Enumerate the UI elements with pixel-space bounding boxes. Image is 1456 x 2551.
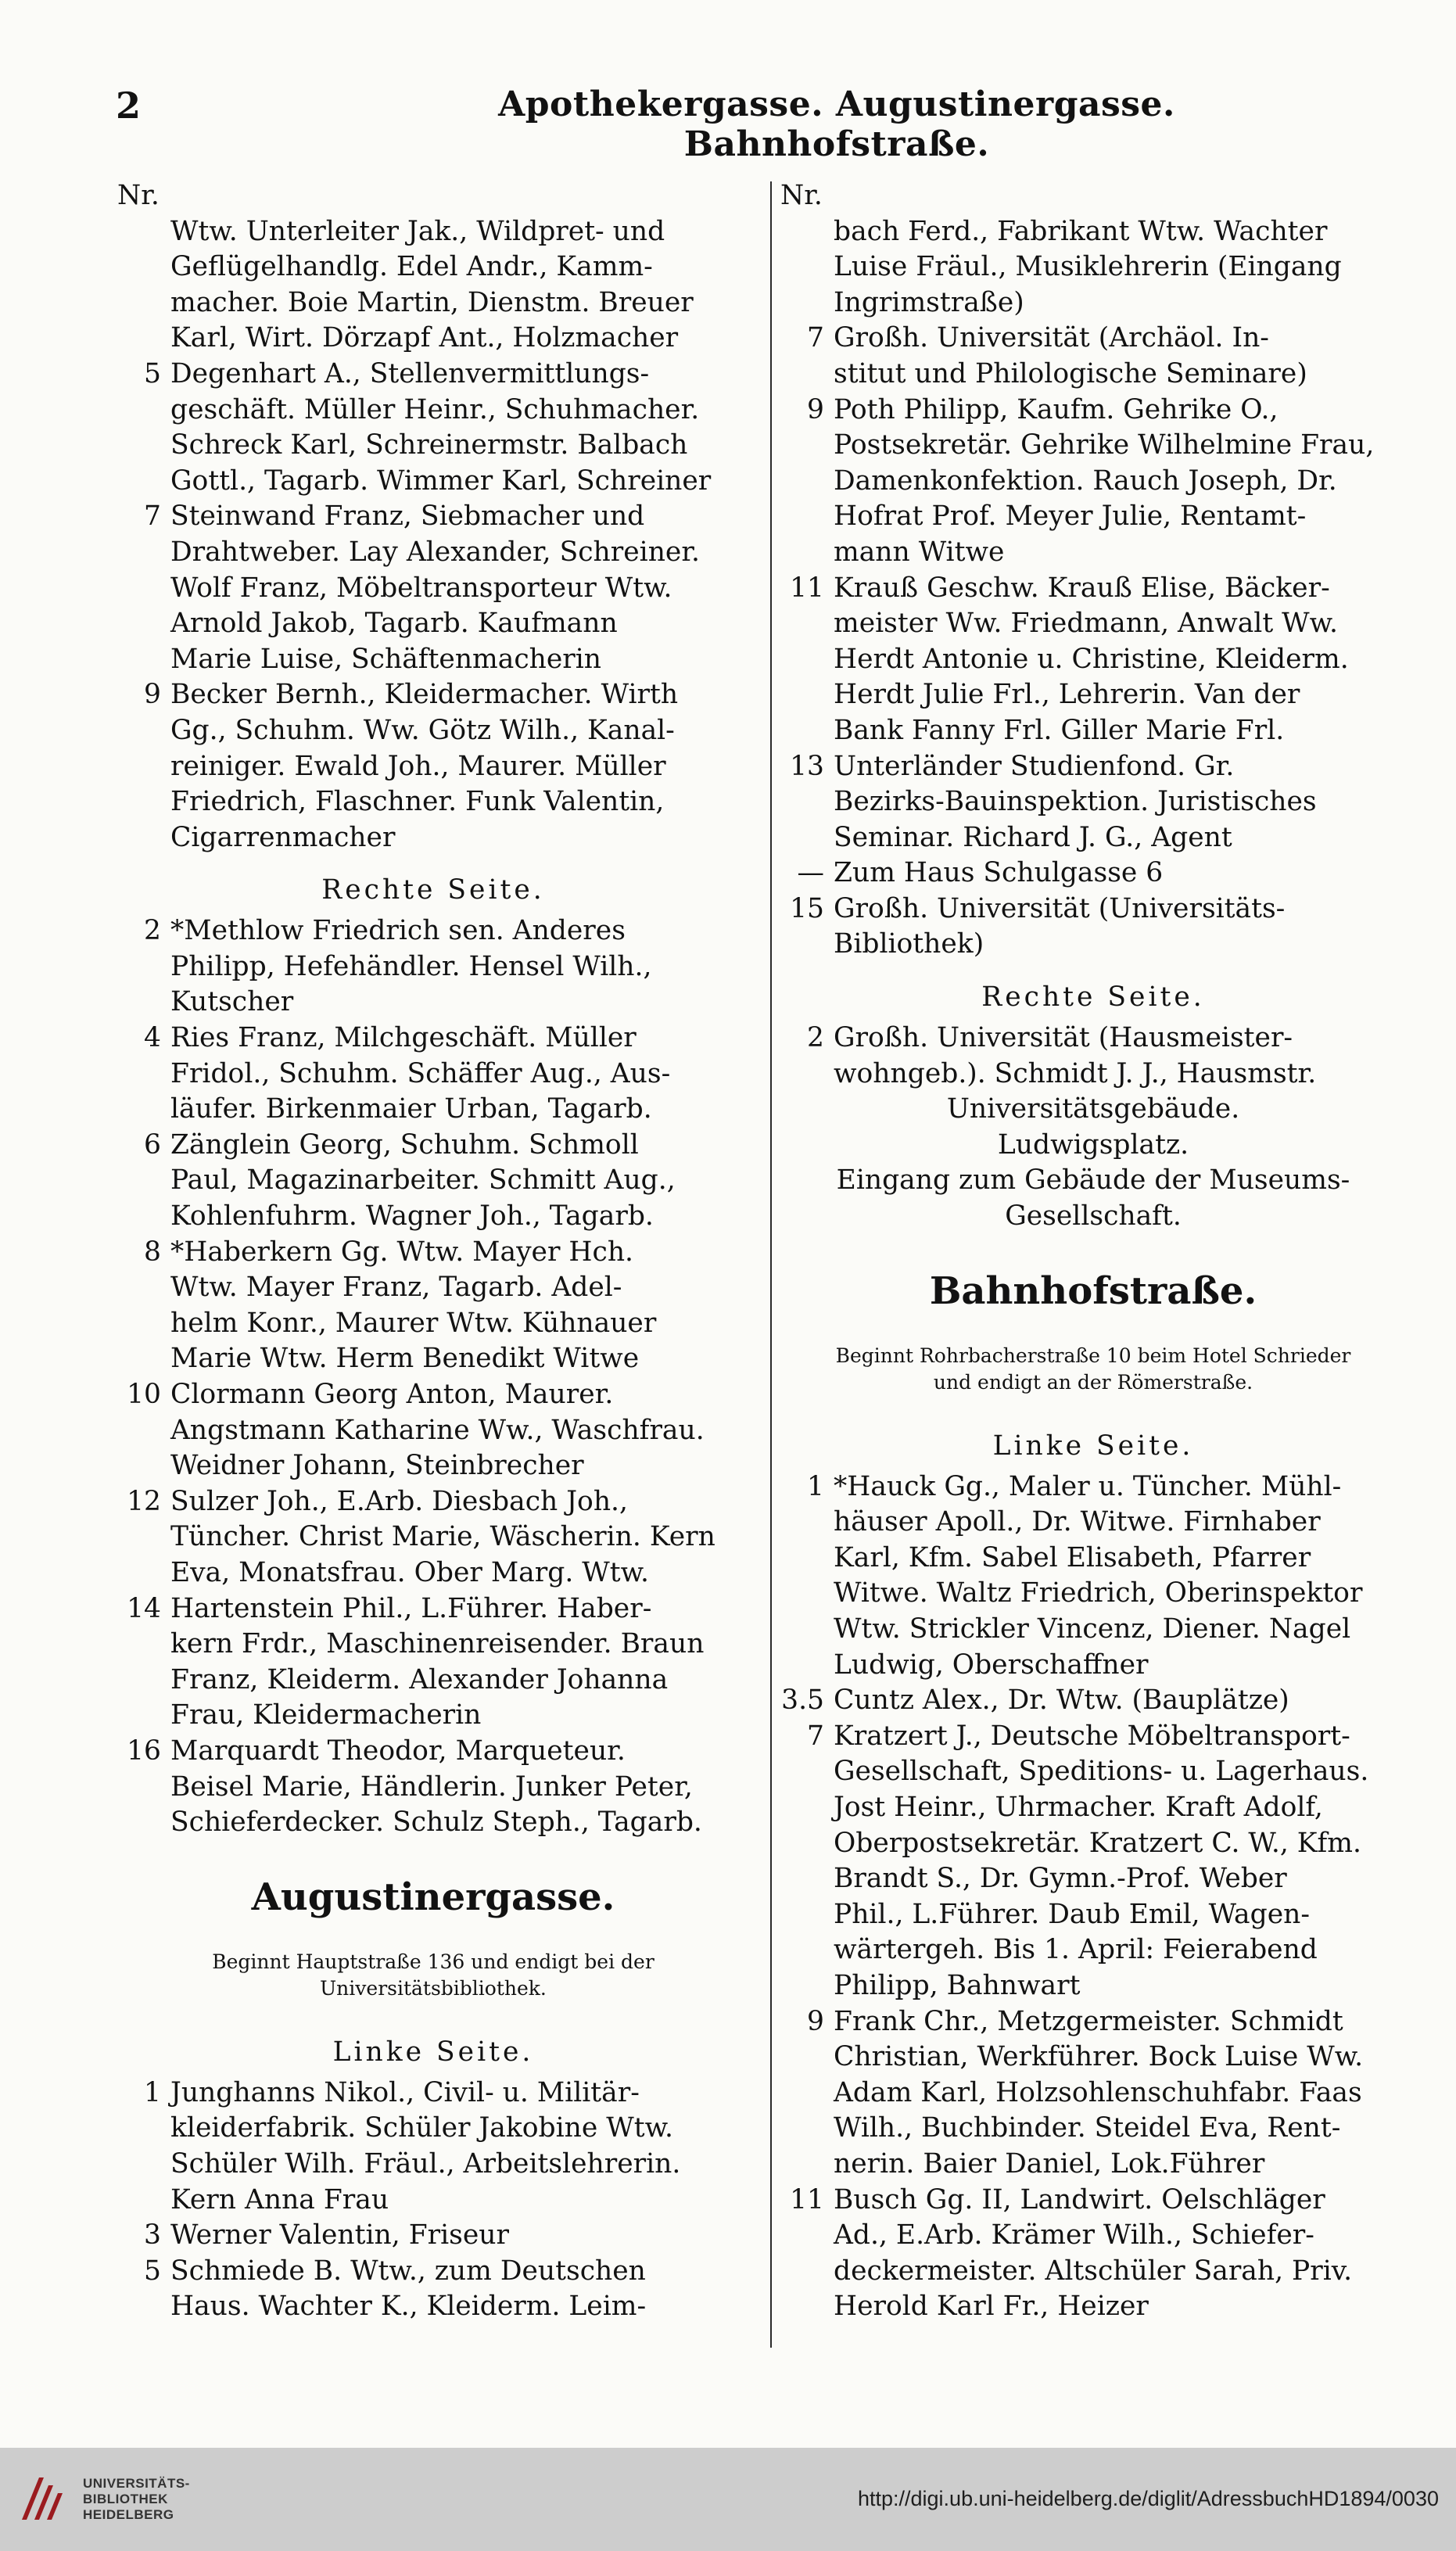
house-entry	[780, 393, 1406, 429]
house-entry	[117, 1591, 749, 1627]
library-name-line: UNIVERSITÄTS-	[83, 2476, 190, 2491]
entry-continuation: Bank Fanny Frl. Giller Marie Frl.	[834, 714, 1285, 746]
house-entry	[780, 2183, 1406, 2219]
entry-continuation: Tüncher. Christ Marie, Wäscherin. Kern	[170, 1521, 715, 1553]
entry-text: Großh. Universität (Hausmeister-	[834, 1022, 1293, 1054]
entry-text: Frank Chr., Metzgermeister. Schmidt	[834, 2005, 1343, 2037]
house-entry	[117, 1128, 749, 1164]
house-number: 14	[127, 1592, 161, 1624]
centered-note: Gesellschaft.	[1005, 1200, 1182, 1232]
entry-continuation: macher. Boie Martin, Dienstm. Breuer	[170, 286, 694, 318]
entry-continuation: Karl, Kfm. Sabel Elisabeth, Pfarrer	[834, 1541, 1311, 1573]
footer-bar	[0, 2448, 1456, 2551]
house-entry	[780, 1469, 1406, 1505]
entry-continuation: Frau, Kleidermacherin	[170, 1699, 482, 1731]
entry-continuation: Eva, Monatsfrau. Ober Marg. Wtw.	[170, 1556, 649, 1588]
house-entry	[117, 2254, 749, 2290]
entry-text: Hartenstein Phil., L.Führer. Haber-	[170, 1592, 652, 1624]
house-number: 10	[127, 1379, 161, 1410]
entry-continuation: Gg., Schuhm. Ww. Götz Wilh., Kanal-	[170, 714, 675, 746]
house-number: 5	[144, 357, 161, 389]
house-number: 7	[807, 322, 824, 354]
ub-heidelberg-logo-icon[interactable]	[16, 2471, 70, 2526]
entry-continuation: Ad., E.Arb. Krämer Wilh., Schiefer-	[834, 2219, 1314, 2251]
source-url-link[interactable]: http://digi.ub.uni-heidelberg.de/diglit/AdressbuchHD1894/0030	[857, 2487, 1439, 2510]
entry-continuation: Angstmann Katharine Ww., Waschfrau.	[170, 1414, 705, 1446]
house-number: 1	[807, 1470, 824, 1502]
house-number: 2	[144, 915, 161, 947]
entry-continuation: reiniger. Ewald Joh., Maurer. Müller	[170, 750, 666, 782]
entry-continuation: Drahtweber. Lay Alexander, Schreiner.	[170, 536, 700, 568]
house-entry	[117, 499, 749, 535]
house-number: 8	[144, 1236, 161, 1268]
house-entry	[780, 1719, 1406, 1755]
entry-text: Krauß Geschw. Krauß Elise, Bäcker-	[834, 572, 1330, 604]
entry-continuation: Schieferdecker. Schulz Steph., Tagarb.	[170, 1807, 702, 1839]
entry-continuation: Oberpostsekretär. Kratzert C. W., Kfm.	[834, 1827, 1361, 1859]
left-column	[117, 178, 749, 2325]
entry-continuation: Jost Heinr., Uhrmacher. Kraft Adolf,	[834, 1791, 1323, 1823]
entry-continuation: Arnold Jakob, Tagarb. Kaufmann	[170, 608, 618, 640]
house-number: 15	[790, 892, 824, 924]
entry-text: Clormann Georg Anton, Maurer.	[170, 1379, 614, 1410]
entry-text: Busch Gg. II, Landwirt. Oelschläger	[834, 2183, 1325, 2216]
house-number: 6	[144, 1128, 161, 1161]
entry-continuation: Kohlenfuhrm. Wagner Joh., Tagarb.	[170, 1200, 654, 1232]
house-entry	[117, 1377, 749, 1413]
page-number: 2	[116, 84, 142, 127]
house-entry	[117, 913, 749, 949]
entry-continuation: Haus. Wachter K., Kleiderm. Leim-	[170, 2291, 647, 2323]
entry-continuation: Wilh., Buchbinder. Steidel Eva, Rent-	[834, 2112, 1341, 2144]
entry-text: Zum Haus Schulgasse 6	[834, 857, 1164, 889]
entry-text: Unterländer Studienfond. Gr.	[834, 750, 1235, 782]
side-heading: Linke Seite.	[332, 2036, 534, 2068]
entry-continuation: Herdt Julie Frl., Lehrerin. Van der	[834, 679, 1300, 711]
house-number: 4	[144, 1022, 161, 1054]
house-entry	[780, 1683, 1406, 1719]
house-entry	[117, 1021, 749, 1057]
entry-continuation: mann Witwe	[834, 536, 1005, 568]
house-number: 1	[144, 2076, 161, 2108]
entry-text: Kratzert J., Deutsche Möbeltransport-	[834, 1720, 1350, 1752]
entry-continuation: bach Ferd., Fabrikant Wtw. Wachter	[834, 215, 1328, 247]
entry-continuation: Kern Anna Frau	[170, 2183, 389, 2216]
entry-continuation: Gesellschaft, Speditions- u. Lagerhaus.	[834, 1756, 1369, 1788]
entry-continuation: helm Konr., Maurer Wtw. Kühnauer	[170, 1307, 657, 1339]
entry-continuation: nerin. Baier Daniel, Lok.Führer	[834, 2147, 1265, 2180]
house-entry	[117, 1235, 749, 1271]
entry-text: Junghanns Nikol., Civil- u. Militär-	[170, 2076, 640, 2108]
spacer	[780, 1396, 1406, 1412]
column-divider	[770, 181, 772, 2348]
centered-note: Universitätsgebäude.	[946, 1093, 1240, 1125]
entry-continuation: häuser Apoll., Dr. Witwe. Firnhaber	[834, 1506, 1321, 1538]
house-entry	[117, 2218, 749, 2254]
entry-continuation: Ingrimstraße)	[834, 286, 1024, 318]
house-number: 12	[127, 1485, 161, 1517]
entry-continuation: Marie Wtw. Herm Benedikt Witwe	[170, 1343, 640, 1375]
house-entry	[780, 1021, 1406, 1057]
entry-continuation: Adam Karl, Holzsohlenschuhfabr. Faas	[834, 2076, 1362, 2108]
entry-continuation: wohngeb.). Schmidt J. J., Hausmstr.	[834, 1057, 1317, 1089]
street-description: Beginnt Hauptstraße 136 und endigt bei der	[212, 1950, 654, 1973]
right-column	[780, 178, 1406, 2325]
spacer	[117, 2002, 749, 2018]
entry-continuation: Cigarrenmacher	[170, 821, 396, 853]
entry-continuation: Christian, Werkführer. Bock Luise Ww.	[834, 2041, 1364, 2073]
house-entry	[780, 571, 1406, 607]
house-number: 9	[807, 393, 824, 425]
entry-text: Ries Franz, Milchgeschäft. Müller	[170, 1022, 637, 1054]
house-number: 2	[807, 1022, 824, 1054]
column-nr-label: Nr.	[117, 180, 160, 211]
entry-text: Steinwand Franz, Siebmacher und	[170, 501, 645, 533]
entry-continuation: Schüler Wilh. Fräul., Arbeitslehrerin.	[170, 2147, 681, 2180]
entry-continuation: Postsekretär. Gehrike Wilhelmine Frau,	[834, 429, 1375, 461]
entry-continuation: Brandt S., Dr. Gymn.-Prof. Weber	[834, 1863, 1287, 1895]
house-number: 11	[790, 2183, 824, 2216]
entry-continuation: Witwe. Waltz Friedrich, Oberinspektor	[834, 1577, 1363, 1609]
house-number: 9	[807, 2005, 824, 2037]
street-description: Universitätsbibliothek.	[320, 1976, 547, 2000]
house-entry	[780, 892, 1406, 927]
entry-continuation: stitut und Philologische Seminare)	[834, 357, 1307, 389]
house-number: 13	[790, 750, 824, 782]
house-entry	[780, 321, 1406, 357]
entry-continuation: meister Ww. Friedmann, Anwalt Ww.	[834, 608, 1339, 640]
library-name	[83, 2476, 190, 2523]
entry-continuation: Franz, Kleiderm. Alexander Johanna	[170, 1663, 669, 1695]
street-heading: Bahnhofstraße.	[929, 1268, 1257, 1313]
centered-note: Eingang zum Gebäude der Museums-	[836, 1164, 1350, 1197]
house-number: 3.5	[781, 1685, 824, 1717]
street-description: und endigt an der Römerstraße.	[933, 1370, 1253, 1394]
entry-continuation: Schreck Karl, Schreinermstr. Balbach	[170, 429, 688, 461]
entry-continuation: Beisel Marie, Händlerin. Junker Peter,	[170, 1771, 693, 1803]
house-entry	[117, 2076, 749, 2111]
entry-continuation: deckermeister. Altschüler Sarah, Priv.	[834, 2255, 1353, 2287]
entry-continuation: Phil., L.Führer. Daub Emil, Wagen-	[834, 1898, 1311, 1930]
column-nr-label: Nr.	[780, 180, 823, 211]
entry-continuation: Karl, Wirt. Dörzapf Ant., Holzmacher	[170, 322, 679, 354]
entry-text: Großh. Universität (Universitäts-	[834, 892, 1286, 924]
entry-text: *Hauck Gg., Maler u. Tüncher. Mühl-	[834, 1470, 1342, 1502]
entry-continuation: Herdt Antonie u. Christine, Kleiderm.	[834, 643, 1349, 675]
house-entry	[117, 1484, 749, 1520]
entry-continuation: Bibliothek)	[834, 928, 984, 960]
house-number: 5	[144, 2255, 161, 2287]
entry-text: Marquardt Theodor, Marqueteur.	[170, 1735, 626, 1767]
entry-continuation: geschäft. Müller Heinr., Schuhmacher.	[170, 393, 700, 425]
house-entry	[780, 2004, 1406, 2040]
entry-text: Becker Bernh., Kleidermacher. Wirth	[170, 679, 679, 711]
house-number: 16	[127, 1735, 161, 1767]
entry-text: Degenhart A., Stellenvermittlungs-	[170, 357, 650, 389]
entry-continuation: wärtergeh. Bis 1. April: Feierabend	[834, 1934, 1318, 1966]
house-entry	[117, 1734, 749, 1770]
entry-continuation: Kutscher	[170, 986, 294, 1018]
entry-continuation: Seminar. Richard J. G., Agent	[834, 821, 1232, 853]
house-entry	[117, 357, 749, 393]
side-heading: Rechte Seite.	[321, 874, 545, 906]
entry-continuation: kleiderfabrik. Schüler Jakobine Wtw.	[170, 2112, 674, 2144]
entry-continuation: Weidner Johann, Steinbrecher	[170, 1450, 584, 1482]
house-entry	[780, 856, 1406, 892]
entry-continuation: Wtw. Strickler Vincenz, Diener. Nagel	[834, 1613, 1351, 1645]
house-number: —	[797, 857, 824, 889]
side-heading: Linke Seite.	[992, 1430, 1194, 1462]
entry-text: Poth Philipp, Kaufm. Gehrike O.,	[834, 393, 1278, 425]
page-header-title: Apothekergasse. Augustinergasse. Bahnhofstraße.	[498, 84, 1175, 164]
house-number: 9	[144, 679, 161, 711]
house-number: 11	[790, 572, 824, 604]
entry-continuation: Herold Karl Fr., Heizer	[834, 2291, 1149, 2323]
entry-text: Werner Valentin, Friseur	[170, 2219, 509, 2251]
house-entry	[780, 749, 1406, 785]
entry-text: Schmiede B. Wtw., zum Deutschen	[170, 2255, 646, 2287]
entry-continuation: Philipp, Bahnwart	[834, 1969, 1081, 2001]
centered-note: Ludwigsplatz.	[997, 1128, 1189, 1161]
entry-text: Großh. Universität (Archäol. In-	[834, 322, 1269, 354]
side-heading: Rechte Seite.	[981, 981, 1205, 1014]
library-name-line: HEIDELBERG	[83, 2507, 174, 2522]
entry-continuation: Marie Luise, Schäftenmacherin	[170, 643, 602, 675]
entry-continuation: Paul, Magazinarbeiter. Schmitt Aug.,	[170, 1164, 676, 1197]
library-name-line: BIBLIOTHEK	[83, 2492, 168, 2506]
entry-continuation: Wtw. Unterleiter Jak., Wildpret- und	[170, 215, 665, 247]
entry-text: Sulzer Joh., E.Arb. Diesbach Joh.,	[170, 1485, 628, 1517]
entry-continuation: Luise Fräul., Musiklehrerin (Eingang	[834, 251, 1342, 283]
entry-continuation: Damenkonfektion. Rauch Joseph, Dr.	[834, 465, 1337, 497]
entry-continuation: Fridol., Schuhm. Schäffer Aug., Aus-	[170, 1057, 671, 1089]
house-entry	[117, 677, 749, 713]
entry-continuation: Wolf Franz, Möbeltransporteur Wtw.	[170, 572, 672, 604]
entry-continuation: Wtw. Mayer Franz, Tagarb. Adel-	[170, 1272, 622, 1304]
entry-text: *Methlow Friedrich sen. Anderes	[170, 915, 626, 947]
house-number: 7	[144, 501, 161, 533]
entry-text: *Haberkern Gg. Wtw. Mayer Hch.	[170, 1236, 634, 1268]
entry-continuation: Hofrat Prof. Meyer Julie, Rentamt-	[834, 501, 1307, 533]
entry-text: Cuntz Alex., Dr. Wtw. (Bauplätze)	[834, 1685, 1289, 1717]
entry-continuation: Geflügelhandlg. Edel Andr., Kamm-	[170, 251, 653, 283]
entry-continuation: kern Frdr., Maschinenreisender. Braun	[170, 1628, 705, 1660]
entry-continuation: Bezirks-Bauinspektion. Juristisches	[834, 786, 1317, 818]
entry-continuation: Friedrich, Flaschner. Funk Valentin,	[170, 786, 665, 818]
entry-continuation: Gottl., Tagarb. Wimmer Karl, Schreiner	[170, 465, 712, 497]
entry-continuation: läufer. Birkenmaier Urban, Tagarb.	[170, 1093, 652, 1125]
entry-text: Zänglein Georg, Schuhm. Schmoll	[170, 1128, 639, 1161]
street-description: Beginnt Rohrbacherstraße 10 beim Hotel Schrieder	[835, 1344, 1351, 1367]
house-number: 3	[144, 2219, 161, 2251]
street-heading: Augustinergasse.	[251, 1875, 615, 1919]
entry-continuation: Ludwig, Oberschaffner	[834, 1649, 1149, 1681]
house-number: 7	[807, 1720, 824, 1752]
entry-continuation: Philipp, Hefehändler. Hensel Wilh.,	[170, 950, 652, 982]
